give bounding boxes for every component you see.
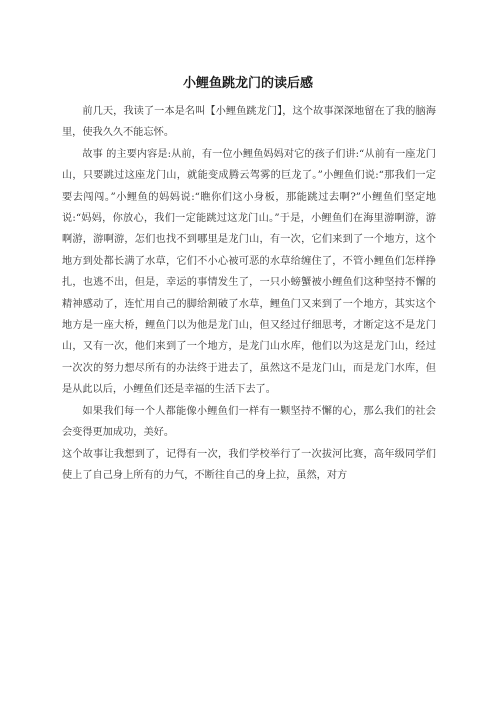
document-title: 小鲤鱼跳龙门的读后感 [182, 76, 313, 91]
paragraph-reflection: 如果我们每一个人都能像小鲤鱼们一样有一颗坚持不懈的心，那么我们的社会会变得更加成功，美好。 [62, 405, 436, 439]
document-body [62, 101, 436, 486]
paragraph-story-summary: 故事 的主要内容是:从前，有一位小鲤鱼妈妈对它的孩子们讲:“从前有一座龙门山，只要跳过这座龙门山，就能变成腾云驾雾的巨龙了。”小鲤鱼们说:“那我们一定要去闯闯。”小鲤鱼的妈妈说:“瞧你们这小身板，那能跳过去啊?”小鲤鱼们坚定地说:“妈妈，你放心，我们一定能跳过这龙门山。”于是，小鲤鱼们在海里游啊游，游啊游，游啊游，怎们也找不到哪里是龙门山，有一次，它们来到了一个地方，这个地方到处都长满了水草，它们不小心被可恶的水草给缠住了，不管小鲤鱼们怎样挣扎，也逃不出，但是，幸运的事情发生了，一只小螃蟹被小鲤鱼们这种坚持不懈的精神感动了，连忙用自己的脚给割破了水草，鲤鱼门又来到了一个地方，其实这个地方是一座大桥，鲤鱼门以为他是龙门山，但又经过仔细思考，才断定这不是龙门山，又有一次，他们来到了一个地方，是龙门山水库，他们以为这是龙门山，经过一次次的努力想尽所有的办法终于进去了，虽然这不是龙门山，而是龙门水库，但是从此以后，小鲤鱼们还是幸福的生活下去了。 [62, 148, 436, 396]
paragraph-personal-experience: 这个故事让我想到了，记得有一次，我们学校举行了一次拔河比赛，高年级同学们使上了自己身上所有的力气，不断往自己的身上拉，虽然，对方 [62, 448, 436, 481]
paragraph-intro: 前几天，我读了一本是名叫【小鲤鱼跳龙门】，这个故事深深地留在了我的脑海里，使我久久不能忘怀。 [62, 106, 436, 139]
